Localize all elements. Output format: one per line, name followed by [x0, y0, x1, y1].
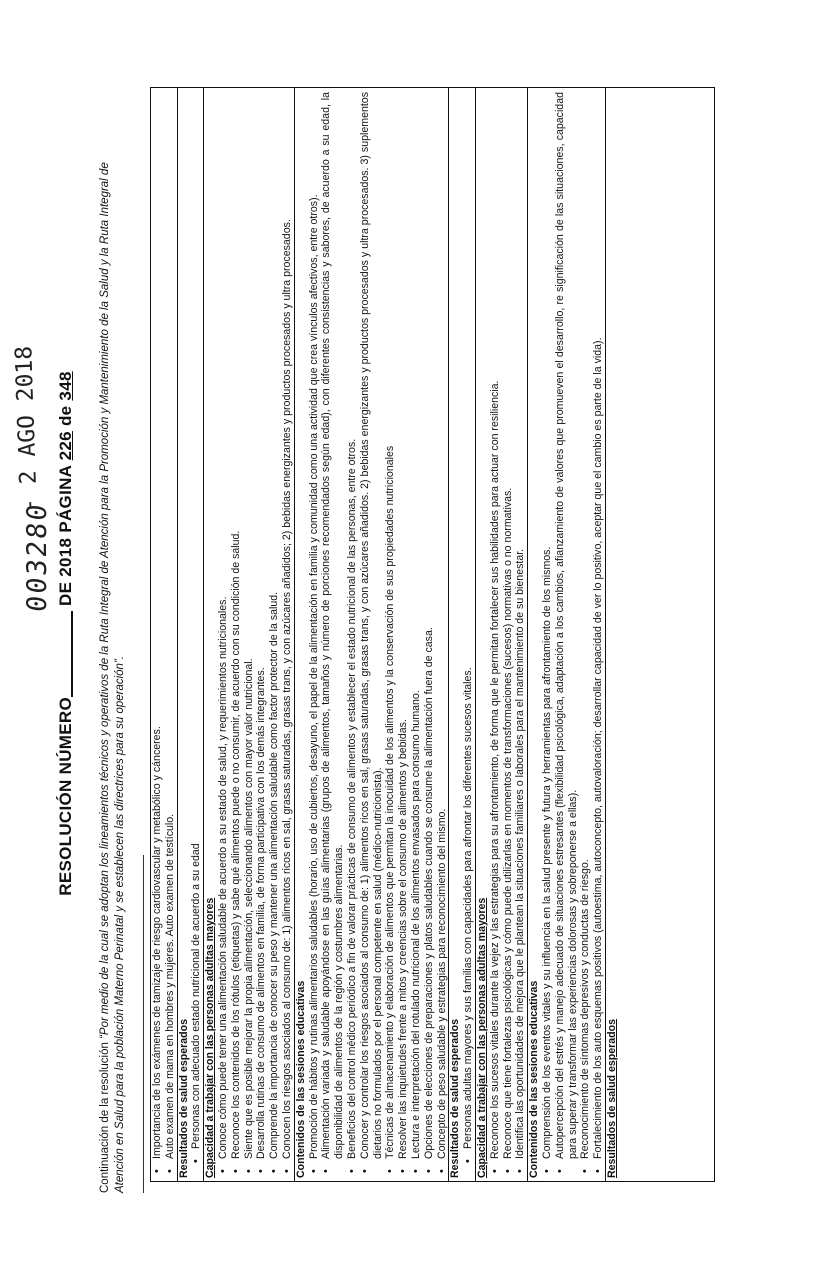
section-heading: Capacidad a trabajar con las personas adultas mayores [475, 897, 488, 1178]
section-heading: Resultados de salud esperados [177, 1019, 190, 1178]
section-heading: Capacidad a trabajar con las personas adultas mayores [204, 897, 217, 1178]
list-item: • Personas adultas mayores y sus familias con capacidades para afrontar los diferentes sucesos vitales. [462, 92, 475, 1149]
section-capacity-vital-events [475, 88, 527, 1181]
section-heading: Contenidos de las sesiones educativas [294, 980, 307, 1178]
section-results-nutrition [177, 88, 204, 1181]
resolution-number-stamp: 003280 [22, 500, 53, 614]
resolution-header [11, 0, 76, 1267]
list-item: • Siente que es posible mejorar la propia alimentación, seleccionando alimentos con mayor valor nutricional. [243, 92, 256, 1159]
list-item: • Reconoce que tiene fortalezas psicológicas y cómo puede utilizarlas en momentos de transformaciones (sucesos) normativas o no normativas. [502, 92, 515, 1159]
list-item: • Promoción de hábitos y rutinas alimentarios saludables (horario, uso de cubiertos, desayuno, el papel de la alimentación en familia y comunidad como una actividad que crea vínculos afectivos, entre otros). [308, 92, 321, 1159]
continuation-text [98, 133, 128, 1193]
list-item: • Identifica las oportunidades de mejora que le plantean la situaciones familiares o laborales para el mantenimiento de su bienestar. [514, 92, 527, 1159]
section-capacity-nutrition [203, 88, 294, 1181]
list-item: • Resolver las inquietudes frente a mitos y creencias sobre el consumo de alimentos y bebidas. [397, 92, 410, 1159]
list-item: • Concepto de peso saludable y estrategias para reconocimiento del mismo. [436, 92, 449, 1159]
list-item: • Conocen los riesgos asociados al consumo de: 1) alimentos ricos en sal, grasas saturadas, grasas trans, y con azúcares añadidos; 2) bebidas energizantes y productos procesados y ultra procesados. [281, 92, 294, 1159]
list-item: • Importancia de los exámenes de tamizaje de riesgo cardiovascular y metabólico y cánceres. [151, 92, 164, 1159]
resolution-title [56, 0, 76, 1267]
list-item: • Desarrolla rutinas de consumo de alimentos en familia, de forma participativa con los demás integrantes. [255, 92, 268, 1159]
page-total: 348 [56, 371, 75, 401]
page-of: de [56, 405, 75, 427]
content-table [150, 87, 715, 1182]
section-heading: Resultados de salud esperados [449, 1019, 462, 1178]
separator-line [143, 855, 144, 1193]
list-item: • Fortalecimiento de los auto esquemas positivos (autoestima, autoconcepto, autovaloración; desarrollar capacidad de ver lo positivo, aceptar que el cambio es parte de la vida). [592, 92, 605, 1159]
list-item: • Autopercepción del estrés y manejo adecuado de situaciones estresantes (flexibilidad psicológica, adaptación a los cambios, afianzamiento de valores que promueven el desarrollo, re significación de las situaciones, capacidad para superar y transformar las experiencias dolorosas y sobreponerse a ellas). [554, 92, 580, 1159]
section-heading: Contenidos de las sesiones educativas [528, 980, 541, 1178]
list-item: • Auto examen de mama en hombres y mujeres. Auto examen de testículo. [164, 92, 177, 1159]
list-item: • Técnicas de almacenamiento y elaboración de alimentos que permitan la inocuidad de los alimentos y la conservación de sus propiedades nutricionales [384, 92, 397, 1159]
list-item: • Comprensión de los eventos vitales y su influencia en la salud presente y futura y herramientas para afrontamiento de los mismos. [541, 92, 554, 1159]
list-item: • Beneficios del control médico periódico a fin de valorar prácticas de consumo de alimentos y establecer el estado nutricional de las personas, entre otros. [346, 92, 359, 1159]
continuation-title: “Por medio de la cual se adoptan los lineamientos técnicos y operativos de la Ruta Integral de Atención para la Promoción y Mantenimiento de la Salud y la Ruta Integral de Atención en Salud para la población Materno Perinatal y se establecen las directrices para su operación”. [99, 162, 126, 1193]
section-contents-vital-events [527, 88, 605, 1181]
section-contents-nutrition [294, 88, 449, 1181]
page-current: 226 [56, 431, 75, 461]
list-item: • Comprende la importancia de conocer su peso y mantener una alimentación saludable como factor protector de la salud. [268, 92, 281, 1159]
list-item: • Reconoce los sucesos vitales durante la vejez y las estrategias para su afrontamiento, de forma que le permitan fortalecer sus habilidades para actuar con resiliencia. [489, 92, 502, 1159]
continuation-lead: Continuación de la resolución [99, 1042, 111, 1193]
list-item: • Conoce cómo puede tener una alimentación saludable de acuerdo a su estado de salud, y requerimientos nutricionales. [217, 92, 230, 1159]
list-item: • Reconoce los contenidos de los rótulos (etiquetas) y sabe qué alimentos puede o no consumir, de acuerdo con su condición de salud. [230, 92, 243, 1159]
section-results-vital-events [448, 88, 475, 1181]
list-item: • Lectura e interpretación del rotulado nutricional de los alimentos envasados para consumo humano. [410, 92, 423, 1159]
section-heading: Resultados de salud esperados [605, 1019, 618, 1178]
section-exams [151, 88, 177, 1181]
number-blank-line [57, 611, 73, 697]
resolution-label: RESOLUCIÓN NÚMERO [56, 696, 75, 896]
list-item: • Alimentación variada y saludable apoyándose en las guías alimentarias (grupos de alimentos, tamaños y número de porciones recomendados según edad), con diferentes consistencias y sabores, de acuerdo a su edad, la disponibilidad de alimentos de la región y costumbres alimentarias. [320, 92, 346, 1159]
section-results-final [605, 88, 619, 1181]
year-label: DE 2018 PÁGINA [56, 465, 75, 606]
list-item: • Personas con adecuado estado nutricional de acuerdo a su edad [190, 92, 203, 1149]
list-item: • Opciones de elecciones de preparaciones y platos saludables cuando se consume la alimentación fuera de casa. [423, 92, 436, 1159]
list-item: • Conocer y controlar los riesgos asociados al consumo de: 1) alimentos ricos en sal, grasas saturadas, grasas trans, y con azúcares añadidos. 2) bebidas energizantes y productos procesados y ultra procesados. 3) suplementos dietarios no formulados por el personal competente en salud (médico-nutricionista). [359, 92, 385, 1159]
date-stamp: - 2 AGO 2018 [11, 345, 43, 513]
list-item: • Reconocimiento de síntomas depresivos y conductas de riesgo. [579, 92, 592, 1159]
